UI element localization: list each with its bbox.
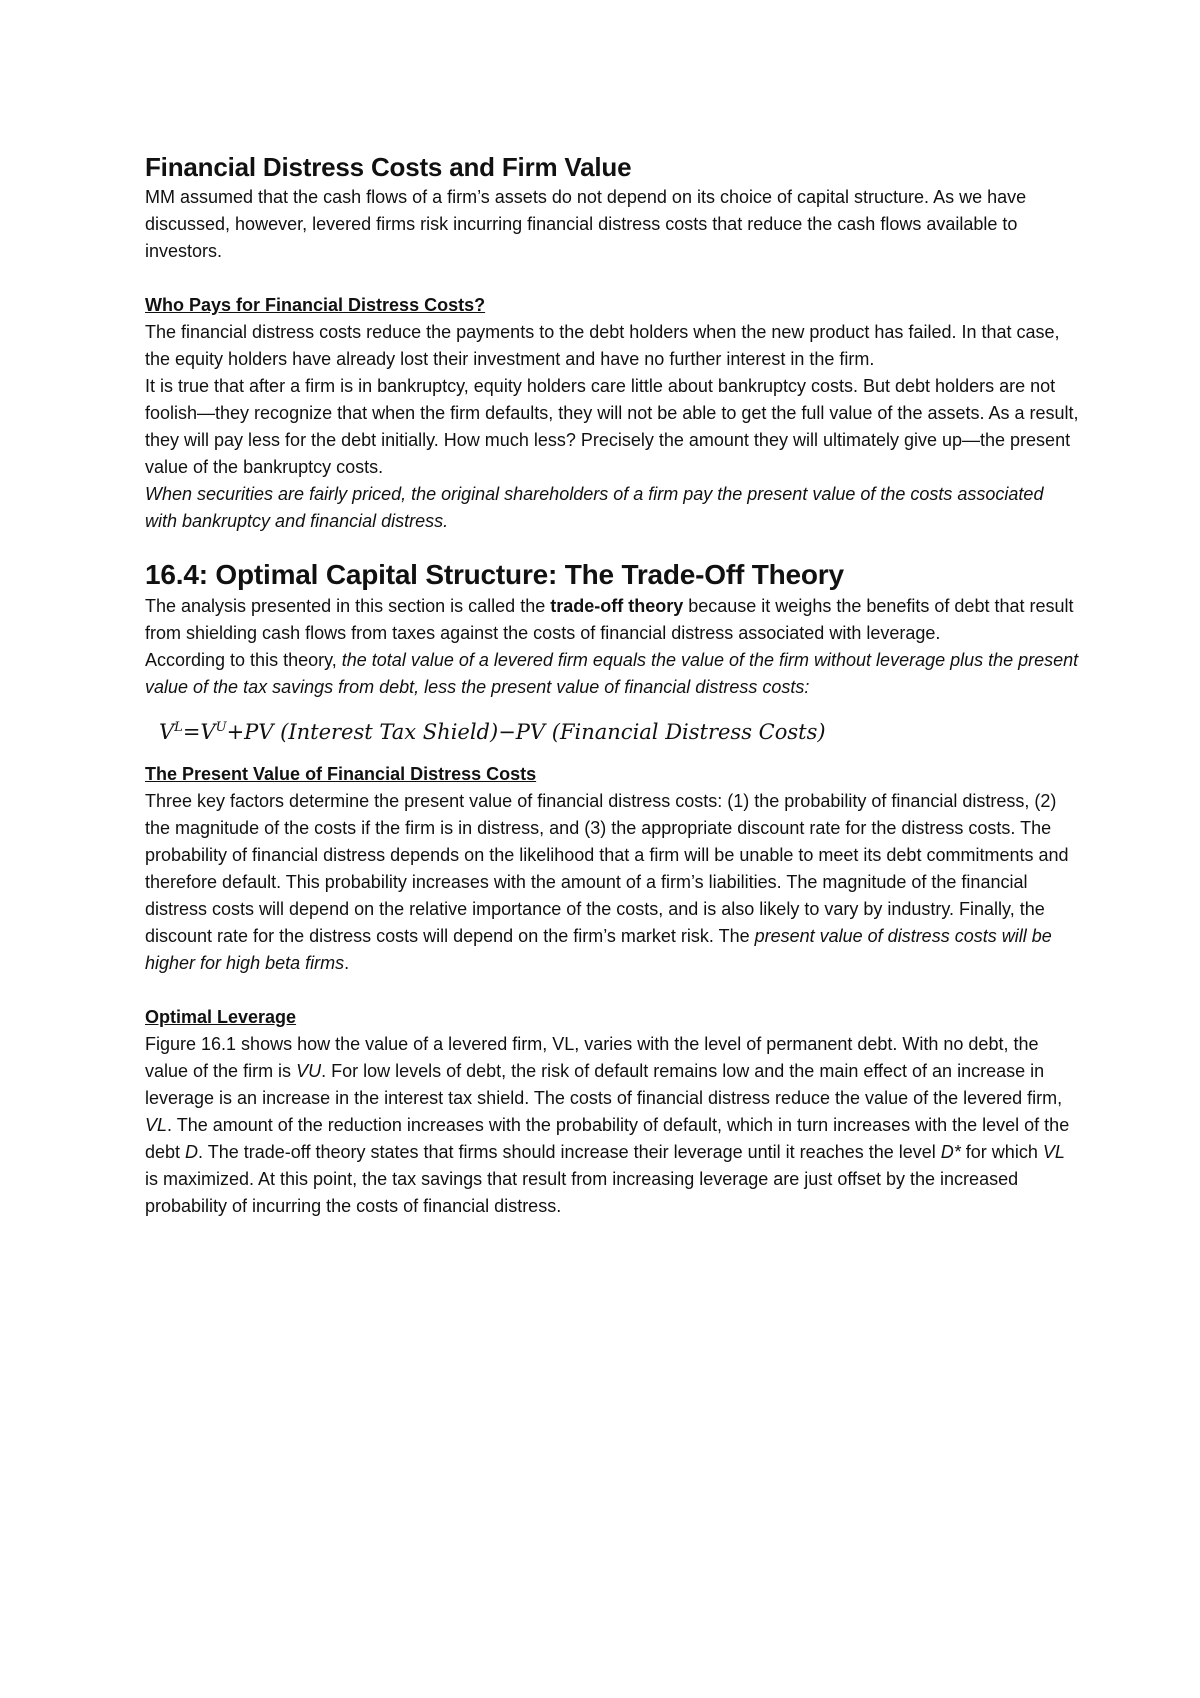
optimal-leverage-paragraph (145, 1031, 1080, 1220)
trade-off-theory-term: trade-off theory (550, 596, 684, 616)
variable-vu: VU (296, 1061, 322, 1081)
text-run: is maximized. At this point, the tax savings that result from increasing leverage are just offset by the increased probability of incurring the costs of financial distress. (145, 1169, 1019, 1216)
text-run: for which (960, 1142, 1043, 1162)
spacer (145, 977, 1080, 1004)
text-run: . The trade-off theory states that firms should increase their leverage until it reaches the level (198, 1142, 941, 1162)
present-value-emphasis: present value of distress costs will be higher for high beta firms (145, 926, 1052, 973)
chapter-title-trade-off-theory: 16.4: Optimal Capital Structure: The Trade-Off Theory (145, 559, 844, 590)
text-run: because it weighs the benefits of debt that result from shielding cash flows from taxes against the costs of financial distress associated with leverage. (145, 596, 1074, 643)
formula-superscript: L (174, 720, 183, 735)
who-pays-conclusion (145, 481, 1080, 535)
who-pays-paragraph-1: The financial distress costs reduce the payments to the debt holders when the new product has failed. In that case, the equity holders have already lost their investment and have no further interest in the firm. (145, 322, 1060, 369)
who-pays-heading: Who Pays for Financial Distress Costs? (145, 295, 486, 315)
spacer (145, 535, 1080, 557)
variable-d-star: D* (940, 1142, 961, 1162)
present-value-paragraph (145, 788, 1080, 977)
who-pays-paragraph-2: It is true that after a firm is in bankruptcy, equity holders care little about bankruptcy costs. But debt holders are not foolish—they recognize that when the firm defaults, they will not be able to get the full value of the assets. As a result, they will pay less for the debt initially. How much less? Precisely the amount they will ultimately give up—the present value of the bankruptcy costs. (145, 376, 1079, 477)
text-run: The analysis presented in this section is called the (145, 596, 551, 616)
text-run: According to this theory, (145, 650, 342, 670)
text-run: Three key factors determine the present value of financial distress costs: (1) the probability of financial distress, (2) the magnitude of the costs if the firm is in distress, and (3) the appropriate discount rate for the distress costs. The probability of financial distress depends on the likelihood that a firm will be unable to meet its debt commitments and therefore default. This probability increases with the amount of a firm’s liabilities. The magnitude of the financial distress costs will depend on the relative importance of the costs, and is also likely to vary by industry. Finally, the discount rate for the distress costs will depend on the firm’s market risk. The (145, 791, 1069, 946)
formula-term: V (159, 720, 175, 744)
who-pays-conclusion-text: When securities are fairly priced, the original shareholders of a firm pay the present value of the costs associated with bankruptcy and financial distress. (145, 484, 1044, 531)
trade-off-paragraph-1 (145, 593, 1080, 647)
intro-paragraph: MM assumed that the cash flows of a firm’s assets do not depend on its choice of capital structure. As we have discussed, however, levered firms risk incurring financial distress costs that reduce the cash flows available to investors. (145, 187, 1027, 261)
formula-operator: = (182, 720, 201, 744)
text-run: . The amount of the reduction increases with the probability of default, which in turn increases with the level of the debt (145, 1115, 1070, 1162)
spacer (145, 265, 1080, 292)
variable-vl: VL (1042, 1142, 1065, 1162)
variable-vl: VL (145, 1115, 168, 1135)
variable-d: D (185, 1142, 199, 1162)
text-run: Figure 16.1 shows how the value of a levered firm, VL, varies with the level of permanent debt. With no debt, the value of the firm is (145, 1034, 1039, 1081)
formula-term: V (200, 720, 216, 744)
formula-superscript: U (215, 720, 227, 735)
formula-term: +PV (Interest Tax Shield)−PV (Financial Distress Costs) (226, 720, 826, 744)
section-title-financial-distress: Financial Distress Costs and Firm Value (145, 152, 632, 182)
trade-off-paragraph-2 (145, 647, 1080, 701)
levered-value-formula (159, 715, 1080, 749)
trade-off-definition: the total value of a levered firm equals the value of the firm without leverage plus the present value of the tax savings from debt, less the present value of financial distress costs: (145, 650, 1079, 697)
document-page (145, 150, 1080, 1220)
present-value-heading: The Present Value of Financial Distress Costs (145, 764, 537, 784)
text-run: . For low levels of debt, the risk of default remains low and the main effect of an increase in leverage is an increase in the interest tax shield. The costs of financial distress reduce the value of the levered firm, (145, 1061, 1063, 1108)
text-run: . (344, 953, 350, 973)
optimal-leverage-heading: Optimal Leverage (145, 1007, 297, 1027)
